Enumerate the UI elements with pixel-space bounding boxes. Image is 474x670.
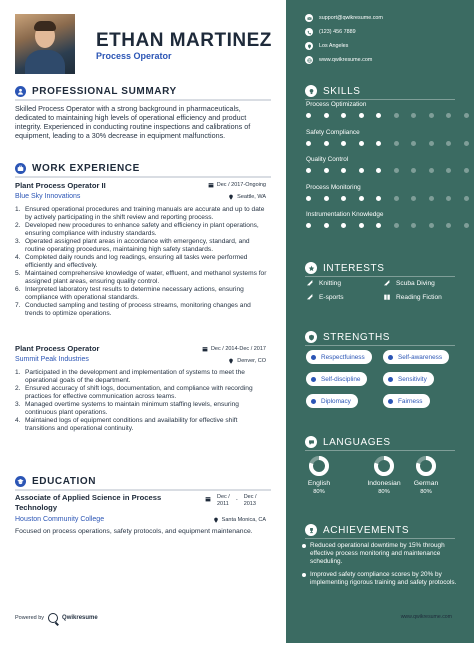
interest-item: Reading Fiction bbox=[383, 293, 442, 301]
divider bbox=[305, 538, 455, 539]
achievement-item: Reduced operational downtime by 15% through effective process monitoring and maintenance scheduling. bbox=[310, 542, 460, 566]
language-name: German bbox=[413, 480, 439, 487]
achievements-heading: ACHIEVEMENTS bbox=[305, 524, 409, 536]
list-item: 6. Interpreted laboratory test results to determine necessary actions, ensuring compliance with operational standards. bbox=[15, 286, 244, 302]
strengths-heading: STRENGTHS bbox=[305, 331, 390, 343]
rating-dot bbox=[411, 196, 416, 201]
skill-rating bbox=[306, 196, 474, 201]
list-item: 2. Ensured accuracy of shift logs, documentation, and compliance with recording practices for effective communication across teams. bbox=[15, 385, 253, 401]
person-icon bbox=[15, 86, 26, 97]
job-title: Plant Process Operator II bbox=[15, 181, 106, 190]
rating-dot bbox=[464, 168, 469, 173]
list-item: 1. Participated in the development and implementation of systems to meet the operational goals of the department. bbox=[15, 369, 245, 385]
rating-dot bbox=[359, 113, 364, 118]
briefcase-icon bbox=[15, 163, 26, 174]
achievement-item: Improved safety compliance scores by 20% by implementing rigorous training and safety protocols. bbox=[310, 571, 460, 587]
divider bbox=[15, 99, 271, 101]
knitting-icon bbox=[306, 279, 314, 287]
contact-location: Los Angeles bbox=[305, 42, 348, 50]
globe-icon bbox=[305, 56, 313, 64]
divider bbox=[305, 450, 455, 451]
rating-dot bbox=[429, 196, 434, 201]
skill-rating bbox=[306, 223, 474, 228]
summary-text: Skilled Process Operator with a strong background in pharmaceuticals, dedicated to maintaining high levels of operational efficiency and product integrity. Experienced in conducting routine inspections and calibrations of equipment, leading to a 30% decrease in equipment malfunctions. bbox=[15, 104, 251, 140]
rating-dot bbox=[376, 168, 381, 173]
rating-dot bbox=[341, 168, 346, 173]
profile-photo bbox=[15, 14, 75, 74]
rating-dot bbox=[394, 196, 399, 201]
rating-dot bbox=[464, 141, 469, 146]
language-level: 80% bbox=[378, 489, 390, 495]
trophy-icon bbox=[305, 524, 317, 536]
rating-dot bbox=[464, 223, 469, 228]
book-icon bbox=[383, 293, 391, 301]
skill-rating bbox=[306, 168, 474, 173]
contact-website[interactable]: www.qwikresume.com bbox=[305, 56, 372, 64]
skill-rating bbox=[306, 141, 474, 146]
rating-dot bbox=[411, 168, 416, 173]
rating-dot bbox=[341, 223, 346, 228]
email-icon bbox=[305, 14, 313, 22]
interest-item: E-sports bbox=[306, 293, 344, 301]
rating-dot bbox=[429, 223, 434, 228]
rating-dot bbox=[341, 113, 346, 118]
divider bbox=[305, 276, 455, 277]
rating-dot bbox=[394, 168, 399, 173]
skill-name: Process Monitoring bbox=[306, 183, 361, 191]
summary-heading: PROFESSIONAL SUMMARY bbox=[15, 86, 177, 97]
education-heading: EDUCATION bbox=[15, 476, 96, 487]
skill-name: Safety Compliance bbox=[306, 128, 360, 136]
rating-dot bbox=[324, 196, 329, 201]
rating-dot bbox=[411, 223, 416, 228]
divider bbox=[305, 345, 455, 346]
rating-dot bbox=[394, 113, 399, 118]
rating-dot bbox=[446, 141, 451, 146]
rating-dot bbox=[446, 196, 451, 201]
rating-dot bbox=[359, 168, 364, 173]
brand-name[interactable]: Qwikresume bbox=[62, 615, 98, 621]
rating-dot bbox=[411, 113, 416, 118]
shield-icon bbox=[305, 331, 317, 343]
rating-dot bbox=[324, 223, 329, 228]
job-bullets bbox=[15, 369, 267, 433]
list-item: 5. Maintained comprehensive knowledge of water, effluent, and methanol systems for assigned plant areas, ensuring quality control. bbox=[15, 270, 267, 286]
qwikresume-logo-icon bbox=[48, 613, 58, 623]
rating-dot bbox=[324, 141, 329, 146]
candidate-role: Process Operator bbox=[96, 51, 172, 61]
rating-dot bbox=[341, 141, 346, 146]
rating-dot bbox=[306, 168, 311, 173]
job-dates: Dec / 2014-Dec / 2017 bbox=[202, 346, 266, 352]
interest-item: Scuba Diving bbox=[383, 279, 435, 287]
degree-title: Associate of Applied Science in Process Technology bbox=[15, 493, 162, 512]
rating-dot bbox=[464, 113, 469, 118]
divider bbox=[15, 489, 271, 491]
skill-name: Quality Control bbox=[306, 156, 349, 163]
footer-website[interactable]: www.qwikresume.com bbox=[400, 614, 452, 620]
language-item bbox=[299, 455, 339, 495]
rating-dot bbox=[464, 196, 469, 201]
rating-dot bbox=[446, 113, 451, 118]
education-text: Focused on process operations, safety protocols, and equipment maintenance. bbox=[15, 528, 253, 535]
sidebar bbox=[286, 0, 474, 643]
rating-dot bbox=[376, 223, 381, 228]
language-name: English bbox=[307, 480, 331, 487]
rating-dot bbox=[376, 113, 381, 118]
strength-pill: Respectfuiness bbox=[306, 350, 372, 364]
school-name: Houston Community College bbox=[15, 516, 105, 523]
strength-pill: Self-awareness bbox=[383, 350, 449, 364]
calendar-icon bbox=[202, 346, 208, 352]
rating-dot bbox=[376, 141, 381, 146]
list-item: 2. Developed new procedures to enhance safety and efficiency in plant operations, ensuring compliance with industry standards. bbox=[15, 222, 259, 238]
divider bbox=[15, 176, 271, 178]
job-bullets bbox=[15, 206, 267, 318]
rating-dot bbox=[306, 196, 311, 201]
language-level: 80% bbox=[420, 489, 432, 495]
rating-dot bbox=[341, 196, 346, 201]
education-dates: Dec / 2011 - Dec / 2013 bbox=[205, 494, 257, 508]
star-icon bbox=[305, 262, 317, 274]
language-name: Indonesian bbox=[367, 480, 401, 487]
rating-dot bbox=[376, 196, 381, 201]
calendar-icon bbox=[208, 182, 214, 188]
pin-icon bbox=[228, 194, 234, 200]
rating-dot bbox=[359, 141, 364, 146]
company-name: Summit Peak Industries bbox=[15, 356, 89, 363]
calendar-icon bbox=[205, 496, 211, 502]
job-dates: Dec / 2017-Ongoing bbox=[208, 182, 266, 188]
location-pin-icon bbox=[305, 42, 313, 50]
job-title: Plant Process Operator bbox=[15, 344, 100, 353]
language-ring bbox=[415, 455, 437, 477]
skill-name: Process Optimization bbox=[306, 101, 367, 108]
contact-phone[interactable]: (123) 456 7889 bbox=[305, 28, 356, 36]
rating-dot bbox=[446, 168, 451, 173]
pin-icon bbox=[213, 517, 219, 523]
job-location: Seattle, WA bbox=[228, 194, 266, 200]
experience-heading: WORK EXPERIENCE bbox=[15, 163, 140, 174]
rating-dot bbox=[306, 141, 311, 146]
rating-dot bbox=[306, 113, 311, 118]
list-item: 4. Maintained logs of equipment conditions and availability for effective shift transitions and operational continuity. bbox=[15, 417, 238, 433]
rating-dot bbox=[429, 141, 434, 146]
languages-heading: LANGUAGES bbox=[305, 436, 391, 448]
lightbulb-icon bbox=[305, 85, 317, 97]
rating-dot bbox=[411, 141, 416, 146]
graduation-cap-icon bbox=[15, 476, 26, 487]
rating-dot bbox=[429, 113, 434, 118]
list-item: 7. Conducted sampling and testing of process streams, monitoring changes and trends to optimize operations. bbox=[15, 302, 251, 318]
list-item: 3. Managed overtime systems to maintain minimum staffing levels, ensuring continuous plant operations. bbox=[15, 401, 239, 417]
language-item bbox=[364, 455, 404, 495]
list-item: 4. Completed daily rounds and log readings, ensuring all tasks were performed efficiently and effectively. bbox=[15, 254, 248, 270]
language-level: 80% bbox=[313, 489, 325, 495]
speech-bubble-icon bbox=[305, 436, 317, 448]
rating-dot bbox=[446, 223, 451, 228]
skill-rating bbox=[306, 113, 474, 118]
interests-heading: INTERESTS bbox=[305, 262, 385, 274]
language-item bbox=[406, 455, 446, 495]
language-ring bbox=[373, 455, 395, 477]
rating-dot bbox=[429, 168, 434, 173]
language-ring bbox=[308, 455, 330, 477]
rating-dot bbox=[359, 223, 364, 228]
strength-pill: Fairness bbox=[383, 394, 430, 408]
scuba-icon bbox=[383, 279, 391, 287]
job-location: Denver, CO bbox=[228, 358, 266, 364]
esports-icon bbox=[306, 293, 314, 301]
contact-email[interactable]: support@qwikresume.com bbox=[305, 14, 383, 22]
rating-dot bbox=[324, 113, 329, 118]
candidate-name: ETHAN MARTINEZ bbox=[96, 30, 272, 51]
pin-icon bbox=[228, 358, 234, 364]
strength-pill: Diplomacy bbox=[306, 394, 358, 408]
list-item: 1. Ensured operational procedures and training manuals are accurate and up to date by actively participating in the shift review and reporting process. bbox=[15, 206, 265, 222]
interest-item: Knitting bbox=[306, 279, 341, 287]
strength-pill: Self-discipline bbox=[306, 372, 367, 386]
education-location: Santa Monica, CA bbox=[213, 517, 266, 523]
rating-dot bbox=[306, 223, 311, 228]
list-item: 3. Operated assigned plant areas in accordance with emergency, standard, and routine operating procedures, maintaining high safety standards. bbox=[15, 238, 250, 254]
strength-pill: Sensitivity bbox=[383, 372, 434, 386]
company-name: Blue Sky Innovations bbox=[15, 193, 81, 200]
rating-dot bbox=[394, 141, 399, 146]
rating-dot bbox=[394, 223, 399, 228]
skills-heading: SKILLS bbox=[305, 85, 361, 97]
rating-dot bbox=[359, 196, 364, 201]
skill-name: Instrumentation Knowledge bbox=[306, 211, 384, 218]
rating-dot bbox=[324, 168, 329, 173]
divider bbox=[305, 99, 455, 100]
phone-icon bbox=[305, 28, 313, 36]
powered-by: Powered by Qwikresume bbox=[15, 615, 98, 621]
